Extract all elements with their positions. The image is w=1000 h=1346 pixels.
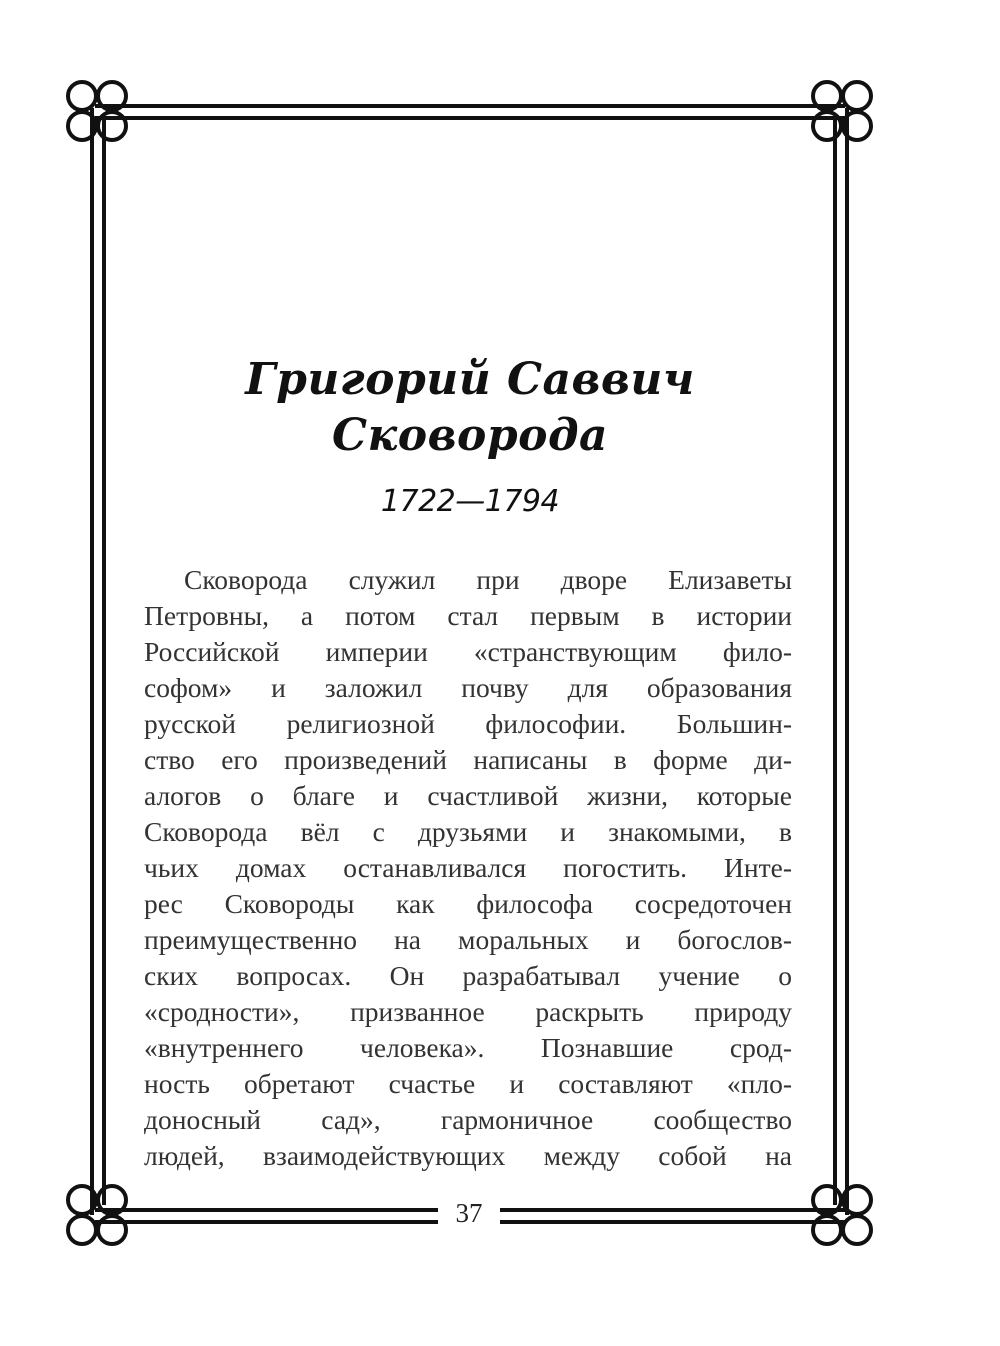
text-line: ство его произведений написаны в форме ди- <box>144 744 792 775</box>
corner-ornament-top-right <box>813 82 871 140</box>
text-line: ских вопросах. Он разрабатывал учение о <box>144 960 792 991</box>
text-line: людей, взаимодействующих между собой на <box>144 1140 792 1171</box>
corner-ornament-bottom-left <box>68 1186 126 1244</box>
body-paragraph <box>144 562 792 1174</box>
text-line: Сковорода служил при дворе Елизаветы <box>184 564 792 595</box>
text-line: «сродности», призванное раскрыть природу <box>144 996 792 1027</box>
life-years: 1722—1794 <box>380 484 560 519</box>
corner-ornament-top-left <box>68 82 126 140</box>
text-line: чьих домах останавливался погостить. Инте- <box>144 852 792 883</box>
text-line: алогов о благе и счастливой жизни, которые <box>144 780 792 811</box>
text-line: «внутреннего человека». Познавшие срод- <box>144 1032 792 1063</box>
text-line: Петровны, а потом стал первым в истории <box>144 600 792 631</box>
corner-ornament-bottom-right <box>813 1186 871 1244</box>
text-line: Сковорода вёл с друзьями и знакомыми, в <box>144 816 792 847</box>
title-line-2: Сковорода <box>331 410 609 461</box>
text-line: софом» и заложил почву для образования <box>144 672 792 703</box>
title-line-1: Григорий Саввич <box>245 354 695 405</box>
text-line: ность обретают счастье и составляют «пло- <box>144 1068 792 1099</box>
text-line: рес Сковороды как философа сосредоточен <box>144 888 792 919</box>
chapter-title <box>150 352 790 464</box>
text-line: Российской империи «странствующим фило- <box>144 636 792 667</box>
page-number: 37 <box>438 1198 500 1229</box>
text-line: доносный сад», гармоничное сообщество <box>144 1104 792 1135</box>
text-line: русской религиозной философии. Большин- <box>144 708 792 739</box>
text-line: преимущественно на моральных и богослов- <box>144 924 792 955</box>
